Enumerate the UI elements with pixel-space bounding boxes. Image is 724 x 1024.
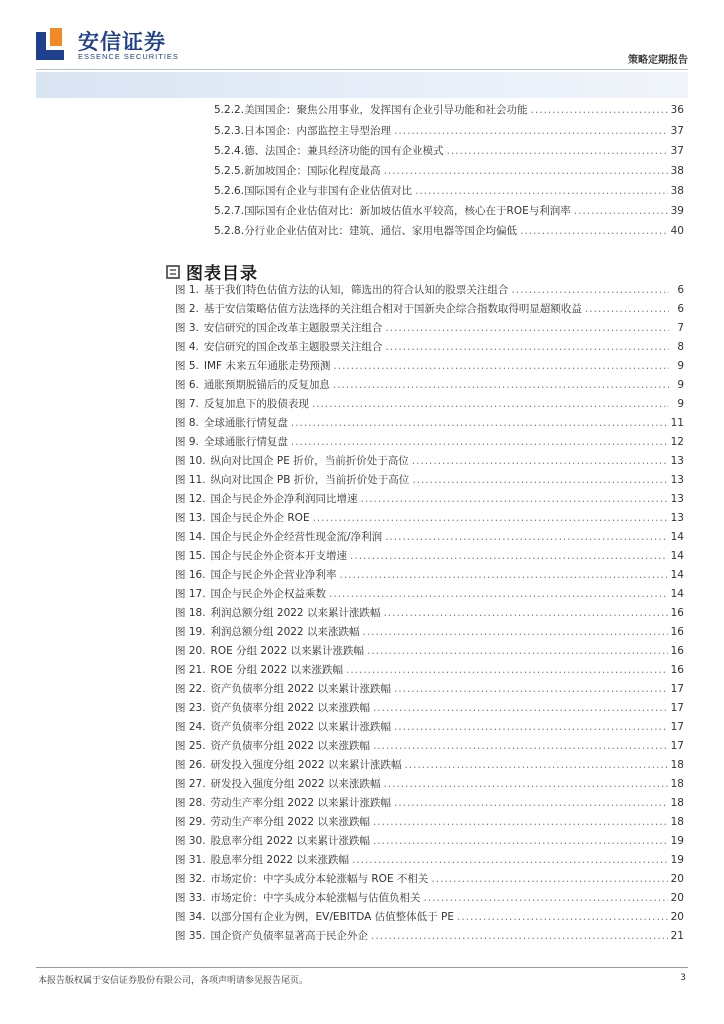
- figure-entry[interactable]: [175, 529, 684, 547]
- figure-label: 图 7.: [175, 398, 199, 410]
- figure-title: 纵向对比国企 PB 折价，当前折价处于高位: [210, 474, 410, 486]
- figure-label: 图 12.: [175, 493, 206, 505]
- dot-leader: [362, 626, 667, 638]
- figure-entry[interactable]: [175, 282, 684, 300]
- figure-label: 图 9.: [175, 436, 199, 448]
- figure-entry[interactable]: [175, 415, 684, 433]
- figure-list-heading: [166, 259, 258, 284]
- dot-leader: [333, 360, 669, 372]
- figure-entry[interactable]: [175, 472, 684, 490]
- toc-page: 37: [670, 145, 684, 157]
- figure-page: 20: [670, 873, 684, 885]
- figure-page: 18: [670, 759, 684, 771]
- figure-title: 纵向对比国企 PE 折价，当前折价处于高位: [210, 455, 409, 467]
- figure-label: 图 18.: [175, 607, 206, 619]
- figure-label: 图 28.: [175, 797, 206, 809]
- dot-leader: [291, 436, 668, 448]
- figure-title: ROE 分组 2022 以来涨跌幅: [210, 664, 343, 676]
- dot-leader: [415, 185, 668, 197]
- dot-leader: [384, 165, 668, 177]
- toc-title: 美国国企：聚焦公用事业，发挥国有企业引导功能和社会功能: [244, 104, 528, 116]
- figure-title: 国企与民企外企 ROE: [210, 512, 310, 524]
- footer-divider: [36, 967, 688, 968]
- dot-leader: [361, 493, 668, 505]
- figure-label: 图 29.: [175, 816, 206, 828]
- figure-list-title: 图表目录: [186, 264, 258, 284]
- dot-leader: [346, 664, 668, 676]
- toc-title: 国际国有企业估值对比：新加坡估值水平较高，核心在于ROE与利润率: [244, 205, 571, 217]
- figure-page: 19: [670, 854, 684, 866]
- figure-page: 20: [670, 911, 684, 923]
- figure-title: 劳动生产率分组 2022 以来涨跌幅: [210, 816, 370, 828]
- figure-label: 图 34.: [175, 911, 206, 923]
- figure-entry[interactable]: [175, 700, 684, 718]
- figure-title: 国企与民企外企经营性现金流/净利润: [210, 531, 383, 543]
- dot-leader: [291, 417, 668, 429]
- figure-title: IMF 未来五年通胀走势预测: [203, 360, 331, 372]
- figure-title: 市场定价：中字头成分本轮涨幅与 ROE 不相关: [210, 873, 429, 885]
- figure-page: 16: [670, 645, 684, 657]
- figure-page: 14: [670, 569, 684, 581]
- figure-page: 12: [670, 436, 684, 448]
- figure-label: 图 33.: [175, 892, 206, 904]
- toc-number: 5.2.6.: [214, 185, 245, 197]
- page-header: [0, 0, 724, 100]
- dot-leader: [457, 911, 668, 923]
- toc-page: 38: [670, 165, 684, 177]
- figure-label: 图 27.: [175, 778, 206, 790]
- figure-entry[interactable]: [175, 510, 684, 528]
- figure-page: 17: [670, 721, 684, 733]
- dot-leader: [373, 702, 668, 714]
- essence-logo-icon: [34, 26, 72, 62]
- figure-label: 图 1.: [175, 284, 199, 296]
- figure-page: 16: [670, 607, 684, 619]
- figure-label: 图 24.: [175, 721, 206, 733]
- header-band: [36, 72, 688, 98]
- figure-entry[interactable]: [175, 491, 684, 509]
- figure-label: 图 8.: [175, 417, 199, 429]
- figure-entry[interactable]: [175, 624, 684, 642]
- figure-label: 图 26.: [175, 759, 206, 771]
- figure-entry[interactable]: [175, 738, 684, 756]
- figure-label: 图 22.: [175, 683, 206, 695]
- toc-title: 德、法国企：兼具经济功能的国有企业模式: [244, 145, 444, 157]
- dot-leader: [383, 778, 667, 790]
- figure-page: 16: [670, 664, 684, 676]
- dot-leader: [424, 892, 668, 904]
- toc-page: 38: [670, 185, 684, 197]
- dot-leader: [511, 284, 669, 296]
- figure-title: 通胀预期脱锚后的反复加息: [203, 379, 330, 391]
- figure-page: 19: [670, 835, 684, 847]
- figure-label: 图 30.: [175, 835, 206, 847]
- figure-page: 9: [677, 379, 684, 391]
- figure-page: 13: [670, 455, 684, 467]
- figure-page: 11: [670, 417, 684, 429]
- figure-title: 基于安信策略估值方法选择的关注组合相对于国新央企综合指数取得明显超额收益: [203, 303, 582, 315]
- figure-title: 市场定价：中字头成分本轮涨幅与估值负相关: [210, 892, 421, 904]
- figure-entry[interactable]: [175, 605, 684, 623]
- toc-entry[interactable]: [214, 183, 684, 201]
- figure-label: 图 31.: [175, 854, 206, 866]
- figure-page: 17: [670, 740, 684, 752]
- toc-title: 分行业企业估值对比：建筑、通信、家用电器等国企均偏低: [244, 225, 518, 237]
- figure-page: 14: [670, 531, 684, 543]
- dot-leader: [394, 125, 668, 137]
- figure-entry[interactable]: [175, 719, 684, 737]
- toc-number: 5.2.8.: [214, 225, 245, 237]
- dot-leader: [447, 145, 668, 157]
- dot-leader: [531, 104, 668, 116]
- toc-entry[interactable]: [214, 143, 684, 161]
- figure-title: 基于我们特色估值方法的认知，筛选出的符合认知的股票关注组合: [203, 284, 509, 296]
- figure-entry[interactable]: [175, 320, 684, 338]
- toc-number: 5.2.3.: [214, 125, 245, 137]
- dot-leader: [385, 341, 669, 353]
- dot-leader: [404, 759, 667, 771]
- dot-leader: [520, 225, 668, 237]
- figure-entry[interactable]: [175, 662, 684, 680]
- toc-entry[interactable]: [214, 223, 684, 241]
- figure-title: 安信研究的国企改革主题股票关注组合: [203, 322, 383, 334]
- figure-label: 图 10.: [175, 455, 206, 467]
- dot-leader: [585, 303, 669, 315]
- figure-label: 图 6.: [175, 379, 199, 391]
- toc-page: 36: [670, 104, 684, 116]
- toc-page: 37: [670, 125, 684, 137]
- figure-title: 国企与民企外企资本开支增速: [210, 550, 348, 562]
- dot-leader: [373, 835, 668, 847]
- figure-entry[interactable]: [175, 643, 684, 661]
- figure-title: 研发投入强度分组 2022 以来累计涨跌幅: [210, 759, 402, 771]
- figure-page: 13: [670, 493, 684, 505]
- figure-page: 9: [677, 398, 684, 410]
- toc-title: 新加坡国企：国际化程度最高: [244, 165, 381, 177]
- figure-page: 17: [670, 683, 684, 695]
- figure-entry[interactable]: [175, 358, 684, 376]
- dot-leader: [574, 205, 668, 217]
- figure-title: 股息率分组 2022 以来累计涨跌幅: [210, 835, 370, 847]
- figure-entry[interactable]: [175, 548, 684, 566]
- logo-english-name: ESSENCE SECURITIES: [78, 52, 179, 61]
- header-divider: [36, 69, 688, 70]
- figure-entry[interactable]: [175, 909, 684, 927]
- dot-leader: [373, 816, 668, 828]
- dot-leader: [352, 854, 668, 866]
- figure-entry[interactable]: [175, 890, 684, 908]
- dot-leader: [333, 379, 669, 391]
- figure-title: 资产负债率分组 2022 以来涨跌幅: [210, 740, 370, 752]
- figure-entry[interactable]: [175, 434, 684, 452]
- figure-label: 图 21.: [175, 664, 206, 676]
- toc-page: 40: [670, 225, 684, 237]
- figure-title: ROE 分组 2022 以来累计涨跌幅: [210, 645, 364, 657]
- list-square-icon: [166, 265, 180, 279]
- toc-title: 日本国企：内部监控主导型治理: [244, 125, 392, 137]
- figure-title: 资产负债率分组 2022 以来累计涨跌幅: [210, 683, 391, 695]
- toc-number: 5.2.2.: [214, 104, 245, 116]
- figure-title: 国企资产负债率显著高于民企外企: [210, 930, 369, 942]
- figure-page: 18: [670, 816, 684, 828]
- figure-title: 研发投入强度分组 2022 以来涨跌幅: [210, 778, 381, 790]
- dot-leader: [394, 683, 668, 695]
- figure-page: 14: [670, 550, 684, 562]
- dot-leader: [383, 607, 667, 619]
- figure-entry[interactable]: [175, 757, 684, 775]
- figure-page: 7: [677, 322, 684, 334]
- toc-page: 39: [670, 205, 684, 217]
- figure-label: 图 25.: [175, 740, 206, 752]
- figure-title: 反复加息下的股债表现: [203, 398, 309, 410]
- figure-label: 图 2.: [175, 303, 199, 315]
- figure-page: 17: [670, 702, 684, 714]
- figure-entry[interactable]: [175, 795, 684, 813]
- figure-entry[interactable]: [175, 586, 684, 604]
- figure-page: 6: [677, 284, 684, 296]
- figure-label: 图 19.: [175, 626, 206, 638]
- report-type-label: 策略定期报告: [628, 55, 688, 66]
- figure-entry[interactable]: [175, 833, 684, 851]
- figure-title: 国企与民企外企权益乘数: [210, 588, 327, 600]
- figure-title: 股息率分组 2022 以来涨跌幅: [210, 854, 349, 866]
- figure-label: 图 15.: [175, 550, 206, 562]
- figure-entry[interactable]: [175, 567, 684, 585]
- figure-entry[interactable]: [175, 301, 684, 319]
- dot-leader: [412, 455, 668, 467]
- figure-entry[interactable]: [175, 681, 684, 699]
- figure-title: 利润总额分组 2022 以来涨跌幅: [210, 626, 360, 638]
- figure-title: 安信研究的国企改革主题股票关注组合: [203, 341, 383, 353]
- dot-leader: [350, 550, 668, 562]
- figure-label: 图 23.: [175, 702, 206, 714]
- figure-title: 资产负债率分组 2022 以来涨跌幅: [210, 702, 370, 714]
- figure-page: 18: [670, 797, 684, 809]
- figure-label: 图 14.: [175, 531, 206, 543]
- dot-leader: [313, 512, 668, 524]
- figure-page: 20: [670, 892, 684, 904]
- figure-page: 8: [677, 341, 684, 353]
- dot-leader: [340, 569, 668, 581]
- toc-entry[interactable]: [214, 123, 684, 141]
- figure-label: 图 5.: [175, 360, 199, 372]
- figure-title: 利润总额分组 2022 以来累计涨跌幅: [210, 607, 381, 619]
- figure-entry[interactable]: [175, 852, 684, 870]
- company-logo: [34, 24, 184, 64]
- dot-leader: [373, 740, 668, 752]
- logo-chinese-name: 安信证券: [78, 30, 166, 54]
- figure-title: 国企与民企外企营业净利率: [210, 569, 337, 581]
- figure-page: 14: [670, 588, 684, 600]
- figure-page: 13: [670, 474, 684, 486]
- figure-page: 9: [677, 360, 684, 372]
- toc-entry[interactable]: [214, 163, 684, 181]
- dot-leader: [371, 930, 668, 942]
- figure-entry[interactable]: [175, 776, 684, 794]
- figure-label: 图 11.: [175, 474, 206, 486]
- figure-title: 全球通胀行情复盘: [203, 417, 288, 429]
- figure-entry[interactable]: [175, 453, 684, 471]
- figure-entry[interactable]: [175, 928, 684, 946]
- dot-leader: [385, 322, 669, 334]
- figure-title: 以部分国有企业为例，EV/EBITDA 估值整体低于 PE: [210, 911, 454, 923]
- figure-label: 图 4.: [175, 341, 199, 353]
- toc-title: 国际国有企业与非国有企业估值对比: [244, 185, 413, 197]
- figure-entry[interactable]: [175, 377, 684, 395]
- figure-label: 图 16.: [175, 569, 206, 581]
- figure-page: 6: [677, 303, 684, 315]
- figure-page: 18: [670, 778, 684, 790]
- figure-label: 图 3.: [175, 322, 199, 334]
- toc-entry[interactable]: [214, 102, 684, 120]
- figure-entry[interactable]: [175, 814, 684, 832]
- figure-label: 图 20.: [175, 645, 206, 657]
- figure-page: 13: [670, 512, 684, 524]
- dot-leader: [385, 531, 668, 543]
- toc-number: 5.2.4.: [214, 145, 245, 157]
- toc-number: 5.2.7.: [214, 205, 245, 217]
- toc-entry[interactable]: [214, 203, 684, 221]
- figure-entry[interactable]: [175, 339, 684, 357]
- figure-title: 全球通胀行情复盘: [203, 436, 288, 448]
- figure-title: 国企与民企外企净利润同比增速: [210, 493, 358, 505]
- dot-leader: [312, 398, 669, 410]
- copyright-note: 本报告版权属于安信证券股份有限公司，各项声明请参见报告尾页。: [38, 976, 309, 986]
- dot-leader: [367, 645, 668, 657]
- figure-label: 图 17.: [175, 588, 206, 600]
- figure-label: 图 35.: [175, 930, 206, 942]
- page-number: 3: [680, 973, 686, 983]
- dot-leader: [412, 474, 667, 486]
- dot-leader: [329, 588, 668, 600]
- dot-leader: [394, 721, 668, 733]
- figure-entry[interactable]: [175, 396, 684, 414]
- dot-leader: [431, 873, 667, 885]
- toc-number: 5.2.5.: [214, 165, 245, 177]
- figure-page: 21: [670, 930, 684, 942]
- figure-title: 资产负债率分组 2022 以来累计涨跌幅: [210, 721, 391, 733]
- dot-leader: [394, 797, 668, 809]
- figure-label: 图 32.: [175, 873, 206, 885]
- figure-entry[interactable]: [175, 871, 684, 889]
- figure-title: 劳动生产率分组 2022 以来累计涨跌幅: [210, 797, 391, 809]
- figure-page: 16: [670, 626, 684, 638]
- figure-label: 图 13.: [175, 512, 206, 524]
